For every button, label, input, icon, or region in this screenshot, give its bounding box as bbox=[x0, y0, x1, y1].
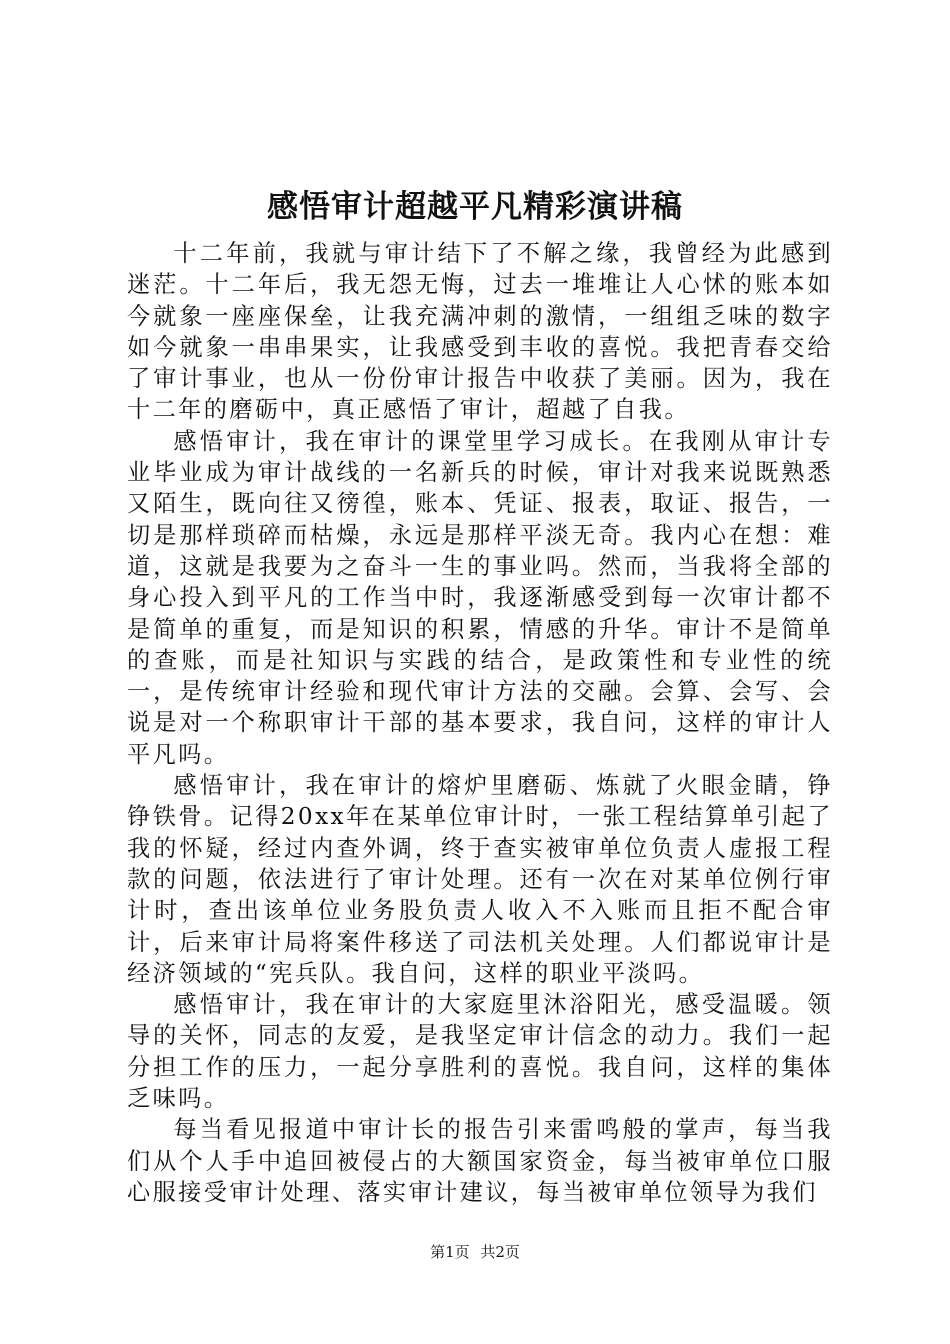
paragraph: 每当看见报道中审计长的报告引来雷鸣般的掌声，每当我们从个人手中追回被侵占的大额国家资金，每当被审单位口服心服接受审计处理、落实审计建议，每当被审单位领导为我们 bbox=[127, 1116, 833, 1206]
page-total: 共2页 bbox=[480, 1243, 520, 1261]
paragraph: 十二年前，我就与审计结下了不解之缘，我曾经为此感到迷茫。十二年后，我无怨无悔，过去一堆堆让人心怵的账本如今就象一座座保垒，让我充满冲刺的激情，一组组乏味的数字如今就象一串串果实，让我感受到丰收的喜悦。我把青春交给了审计事业，也从一份份审计报告中收获了美丽。因为，我在十二年的磨砺中，真正感悟了审计，超越了自我。 bbox=[127, 240, 833, 424]
page-footer bbox=[0, 1241, 950, 1263]
page-number: 第1页 bbox=[430, 1243, 470, 1261]
paragraph: 感悟审计，我在审计的熔炉里磨砺、炼就了火眼金睛，铮铮铁骨。记得20xx年在某单位审计时，一张工程结算单引起了我的怀疑，经过内查外调，终于查实被审单位负责人虚报工程款的问题，依法进行了审计处理。还有一次在对某单位例行审计时，查出该单位业务股负责人收入不入账而且拒不配合审计，后来审计局将案件移送了司法机关处理。人们都说审计是经济领域的“宪兵队。我自问，这样的职业平淡吗。 bbox=[127, 772, 833, 987]
document-body bbox=[127, 238, 833, 1208]
paragraph: 感悟审计，我在审计的课堂里学习成长。在我刚从审计专业毕业成为审计战线的一名新兵的时候，审计对我来说既熟悉又陌生，既向往又徬徨，账本、凭证、报表，取证、报告，一切是那样琐碎而枯燥，永远是那样平淡无奇。我内心在想：难道，这就是我要为之奋斗一生的事业吗。然而，当我将全部的身心投入到平凡的工作当中时，我逐渐感受到每一次审计都不是简单的重复，而是知识的积累，情感的升华。审计不是简单的查账，而是社知识与实践的结合，是政策性和专业性的统一，是传统审计经验和现代审计方法的交融。会算、会写、会说是对一个称职审计干部的基本要求，我自问，这样的审计人平凡吗。 bbox=[127, 427, 833, 768]
document-title: 感悟审计超越平凡精彩演讲稿 bbox=[267, 189, 683, 225]
paragraph: 感悟审计，我在审计的大家庭里沐浴阳光，感受温暖。领导的关怀，同志的友爱，是我坚定审计信念的动力。我们一起分担工作的压力，一起分享胜利的喜悦。我自问，这样的集体乏味吗。 bbox=[127, 991, 833, 1113]
